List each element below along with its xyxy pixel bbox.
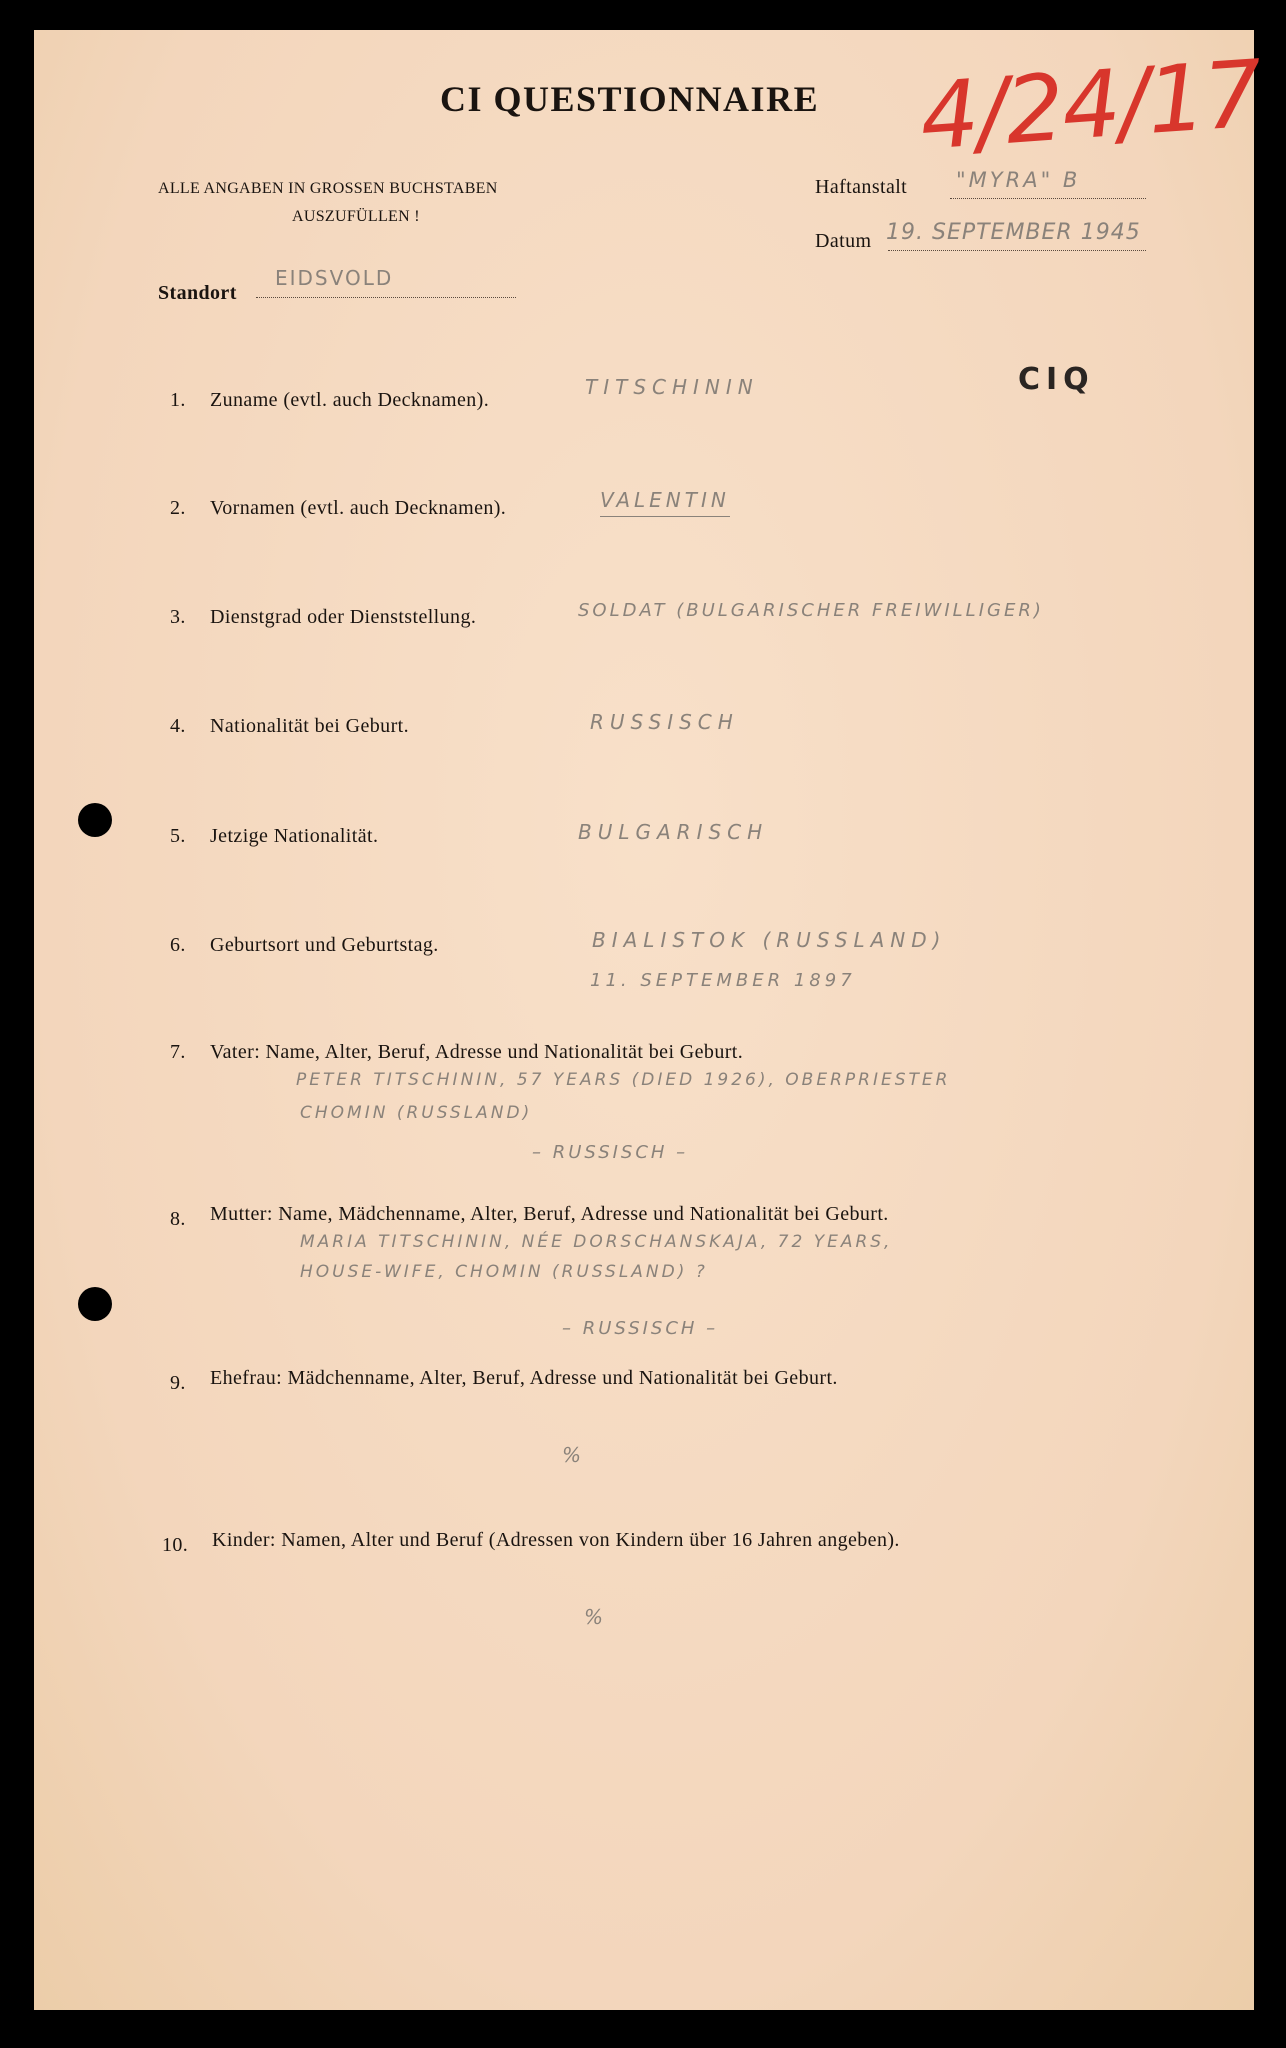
haftanstalt-label: Haftanstalt (815, 176, 908, 198)
question-label: Zuname (evtl. auch Decknamen). (210, 389, 490, 411)
question-number: 4. (170, 715, 186, 737)
answer-line[interactable]: SOLDAT (BULGARISCHER FREIWILLIGER) (578, 600, 1044, 621)
haftanstalt-line (950, 198, 1146, 199)
instruction-line-1: ALLE ANGABEN IN GROSSEN BUCHSTABEN (158, 180, 498, 197)
question-label: Kinder: Namen, Alter und Beruf (Adressen von Kindern über 16 Jahren angeben). (212, 1529, 900, 1551)
answer-line[interactable]: – RUSSISCH – (562, 1318, 719, 1339)
standort-label: Standort (158, 282, 237, 304)
haftanstalt-value[interactable]: "MYRA" B (956, 168, 1081, 192)
instruction-line-2: AUSZUFÜLLEN ! (292, 208, 420, 225)
question-label: Vater: Name, Alter, Beruf, Adresse und Nationalität bei Geburt. (210, 1041, 744, 1063)
standort-line (256, 297, 516, 298)
answer-line[interactable]: – RUSSISCH – (532, 1142, 689, 1163)
punch-hole (78, 803, 112, 837)
answer-line[interactable]: MARIA TITSCHININ, NÉE DORSCHANSKAJA, 72 YEARS, (300, 1232, 893, 1252)
answer-line[interactable]: RUSSISCH (590, 710, 739, 734)
question-number: 7. (170, 1041, 186, 1063)
answer-line[interactable]: HOUSE-WIFE, CHOMIN (RUSSLAND) ? (300, 1262, 708, 1282)
questionnaire-sheet (34, 30, 1254, 2010)
answer-line[interactable]: VALENTIN (600, 488, 730, 517)
answer-line[interactable]: % (562, 1443, 582, 1467)
answer-line[interactable]: TITSCHININ (585, 375, 759, 399)
question-label: Mutter: Name, Mädchenname, Alter, Beruf, Adresse und Nationalität bei Geburt. (210, 1203, 889, 1225)
standort-value[interactable]: EIDSVOLD (275, 266, 394, 290)
question-number: 1. (170, 389, 186, 411)
ciq-stamp: CIQ (1018, 362, 1095, 397)
answer-line[interactable]: CHOMIN (RUSSLAND) (300, 1103, 533, 1123)
answer-line[interactable]: % (584, 1605, 604, 1629)
question-label: Nationalität bei Geburt. (210, 715, 409, 737)
question-number: 9. (170, 1372, 186, 1394)
question-number: 10. (162, 1534, 189, 1556)
question-label: Geburtsort und Geburtstag. (210, 934, 439, 956)
answer-line[interactable]: PETER TITSCHININ, 57 YEARS (DIED 1926), OBERPRIESTER (296, 1070, 951, 1090)
question-label: Ehefrau: Mädchenname, Alter, Beruf, Adresse und Nationalität bei Geburt. (210, 1367, 838, 1389)
question-label: Jetzige Nationalität. (210, 825, 379, 847)
reference-number: 4/24/17 (916, 40, 1264, 171)
answer-line[interactable]: BIALISTOK (RUSSLAND) (592, 928, 947, 952)
question-label: Vornamen (evtl. auch Decknamen). (210, 497, 507, 519)
question-label: Dienstgrad oder Dienststellung. (210, 606, 477, 628)
question-number: 5. (170, 825, 186, 847)
question-number: 6. (170, 934, 186, 956)
question-number: 3. (170, 606, 186, 628)
answer-line[interactable]: BULGARISCH (578, 820, 769, 844)
question-number: 8. (170, 1208, 186, 1230)
punch-hole (78, 1287, 112, 1321)
datum-line (888, 250, 1146, 251)
datum-value[interactable]: 19. SEPTEMBER 1945 (886, 220, 1141, 245)
answer-line[interactable]: 11. SEPTEMBER 1897 (590, 970, 856, 991)
question-number: 2. (170, 497, 186, 519)
form-title: CI QUESTIONNAIRE (440, 79, 820, 119)
datum-label: Datum (815, 230, 872, 252)
